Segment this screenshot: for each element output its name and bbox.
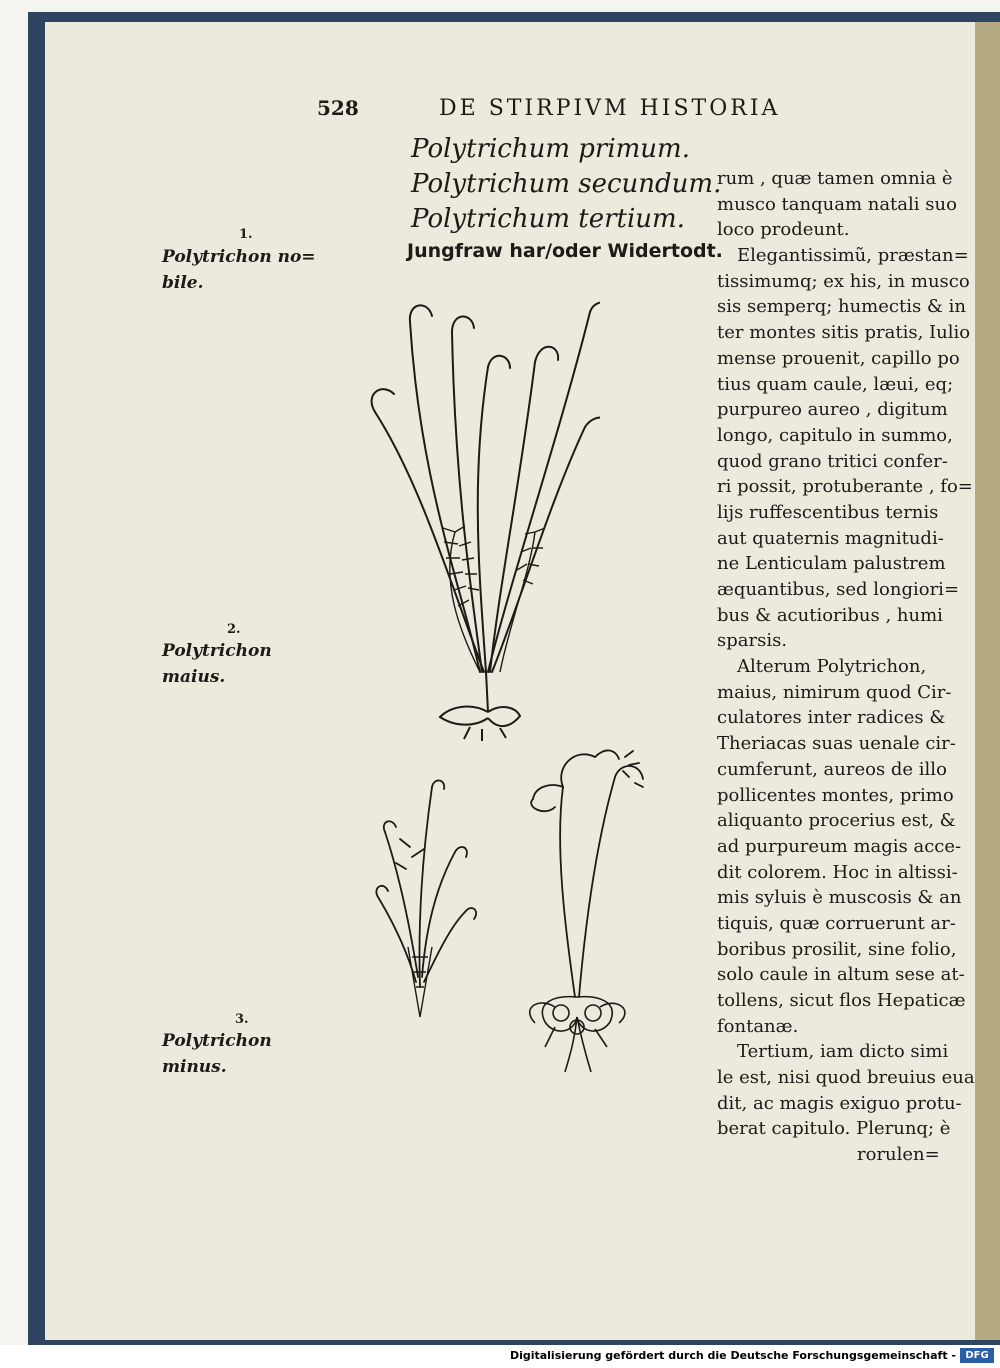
paragraph-start: Tertium, iam dicto simi (737, 1041, 949, 1063)
text-line: ri possit, protuberante , fo= (717, 476, 973, 498)
text-line: lijs ruffescentibus ternis (717, 501, 939, 523)
text-line: fontanæ. (717, 1015, 799, 1037)
title-secundum: Polytrichum secundum. (411, 169, 722, 199)
text-line: dit colorem. Hoc in altissi- (717, 861, 958, 883)
text-line: loco prodeunt. (717, 219, 850, 241)
margin-line: Polytrichon no= (162, 247, 316, 267)
margin-number-2: 2. (227, 622, 241, 637)
margin-label-maius (162, 638, 272, 690)
text-line: boribus prosilit, sine folio, (717, 938, 957, 960)
digitization-footer (0, 1345, 1000, 1368)
margin-number-1: 1. (239, 227, 253, 242)
text-line: longo, capitulo in summo, (717, 424, 953, 446)
title-tertium: Polytrichum tertium. (411, 204, 685, 234)
text-line: æquantibus, sed longiori= (717, 579, 960, 600)
text-line: quod grano tritici confer- (717, 450, 948, 472)
text-line: le est, nisi quod breuius eua (717, 1067, 975, 1089)
text-line: berat capitulo. Plerunq; è (717, 1118, 951, 1140)
text-line: maius, nimirum quod Cir- (717, 681, 952, 703)
margin-line: maius. (162, 667, 226, 687)
text-line: musco tanquam natali suo (717, 193, 957, 215)
body-text-column (717, 166, 973, 1168)
margin-line: Polytrichon (162, 641, 272, 661)
margin-line: Polytrichon (162, 1031, 272, 1051)
page-number: 528 (317, 96, 359, 120)
text-line: mis syluis è muscosis & an (717, 887, 962, 909)
text-line: pollicentes montes, primo (717, 784, 954, 806)
text-line: cumferunt, aureos de illo (717, 758, 947, 780)
text-line: rum , quæ tamen omnia è (717, 168, 953, 189)
paragraph-start: Alterum Polytrichon, (737, 656, 927, 678)
text-line: tollens, sicut flos Hepaticæ (717, 990, 966, 1011)
text-line: tissimumq; ex his, in musco (717, 270, 970, 292)
title-primum: Polytrichum primum. (411, 134, 690, 164)
text-line: mense prouenit, capillo po (717, 347, 960, 369)
text-line: sis semperq; humectis & in (717, 296, 967, 318)
text-line: dit, ac magis exiguo protu- (717, 1092, 962, 1114)
paragraph-start: Elegantissimũ, præstan= (737, 245, 969, 267)
margin-label-nobile (162, 244, 316, 296)
catchword: rorulen= (857, 1144, 940, 1166)
text-line: ad purpureum magis acce- (717, 835, 962, 857)
margin-line: bile. (162, 273, 204, 293)
text-line: tius quam caule, læui, eq; (717, 373, 954, 395)
woodcut-polytrichum-primum (360, 282, 600, 742)
page-header (45, 96, 975, 126)
dfg-credit-text: Digitalisierung gefördert durch die Deutsche Forschungsgemeinschaft - (509, 1349, 956, 1362)
running-title: DE STIRPIVM HISTORIA (439, 96, 781, 121)
woodcut-polytrichum-minus (370, 777, 480, 1027)
text-line: solo caule in altum sese at- (717, 964, 965, 986)
text-line: aut quaternis magnitudi- (717, 527, 944, 549)
text-line: tiquis, quæ corruerunt ar- (717, 912, 956, 934)
margin-line: minus. (162, 1057, 227, 1077)
text-line: culatores inter radices & (717, 707, 946, 729)
text-line: aliquanto procerius est, & (717, 810, 956, 832)
text-line: purpureo aureo , digitum (717, 399, 948, 421)
text-line: Theriacas suas uenale cir- (717, 733, 956, 755)
text-line: bus & acutioribus , humi (717, 604, 943, 626)
page-edge (975, 22, 1000, 1340)
woodcut-polytrichum-maius (495, 727, 655, 1077)
dfg-logo: DFG (960, 1348, 994, 1363)
margin-label-minus (162, 1028, 272, 1080)
text-line: ter montes sitis pratis, Iulio (717, 322, 971, 344)
book-page (45, 22, 975, 1340)
text-line: ne Lenticulam palustrem (717, 553, 946, 575)
margin-number-3: 3. (235, 1012, 249, 1027)
text-line: sparsis. (717, 630, 788, 652)
german-name: Jungfraw har/oder Widertodt. (407, 240, 723, 262)
